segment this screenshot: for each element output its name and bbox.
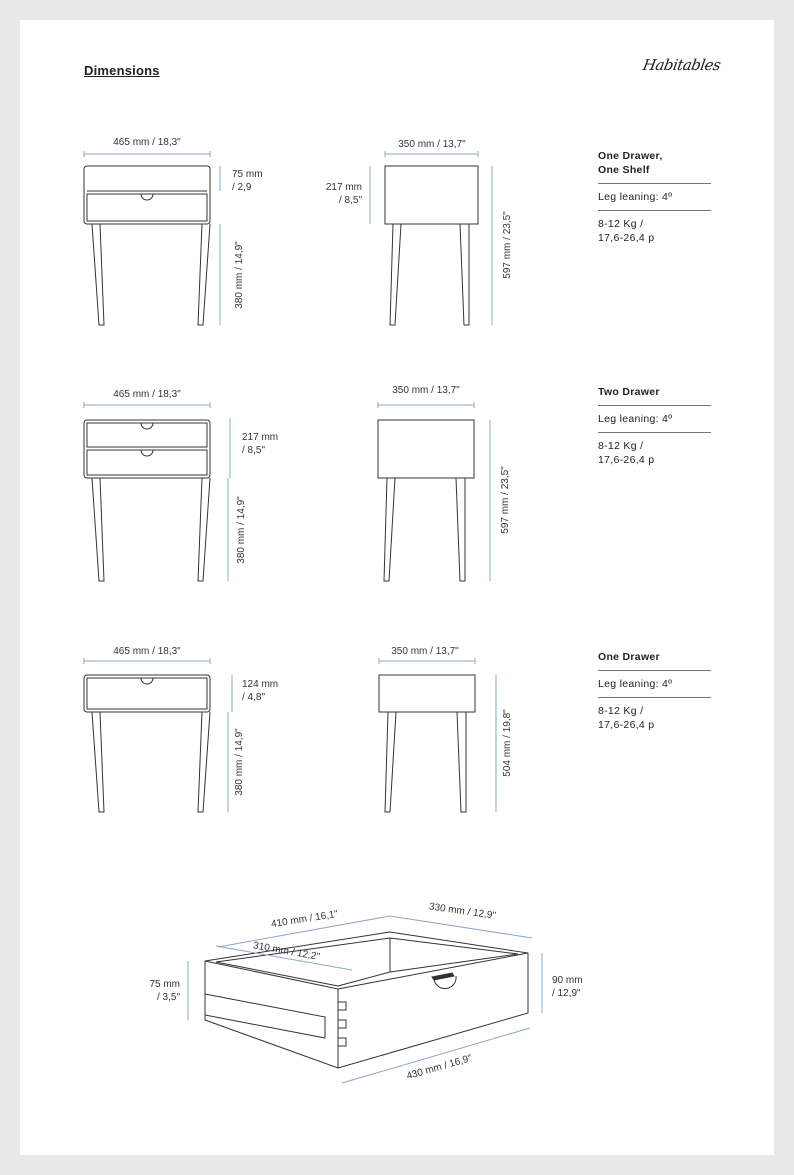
dim-side-total-1: 597 mm / 23,5"	[502, 211, 513, 279]
dim-side-total-2: 597 mm / 23,5"	[500, 466, 511, 534]
front-view-two-drawer	[84, 420, 210, 581]
dim-side-width-3: 350 mm / 13,7"	[391, 646, 459, 657]
spec-weight-lb: 17,6-26,4 p	[598, 232, 655, 244]
spec-heading-line-1: One Drawer	[598, 651, 660, 663]
dim-front-width-3: 465 mm / 18,3"	[113, 646, 181, 657]
spec-heading-line-1: One Drawer,	[598, 150, 663, 162]
dim-front-side-3a: 124 mm	[242, 679, 279, 690]
side-view-one-drawer	[379, 675, 475, 812]
spec-weight-kg: 8-12 Kg /	[598, 705, 644, 717]
dim-drawer-top-right: 330 mm / 12,9"	[428, 901, 497, 922]
spec-weight-lb: 17,6-26,4 p	[598, 719, 655, 731]
dim-side-width-1: 350 mm / 13,7"	[398, 139, 466, 150]
dim-drawer-left-a: 75 mm	[149, 979, 180, 990]
side-view-one-drawer-one-shelf	[385, 166, 478, 325]
dim-side-total-3: 504 mm / 19,8"	[502, 709, 513, 777]
dim-drawer-inner: 310 mm / 12,2"	[252, 940, 321, 963]
dim-front-width-1: 465 mm / 18,3"	[113, 137, 181, 148]
front-view-one-drawer-one-shelf	[84, 166, 210, 325]
front-view-one-drawer	[84, 675, 210, 812]
spec-heading	[598, 650, 711, 671]
spec-weight-kg: 8-12 Kg /	[598, 218, 644, 230]
spec-sheet	[20, 20, 774, 1155]
dim-front-legs-3: 380 mm / 14,9"	[234, 728, 245, 796]
dim-side-box-1b: / 8,5"	[338, 195, 362, 206]
spec-heading-line-2: One Shelf	[598, 164, 650, 176]
spec-weight	[598, 698, 711, 738]
spec-heading-line-1: Two Drawer	[598, 386, 660, 398]
spec-heading	[598, 385, 711, 406]
dim-side-box-1a: 217 mm	[325, 182, 362, 193]
spec-heading	[598, 149, 711, 184]
dim-drawer-left-b: / 3,5"	[156, 992, 180, 1003]
dim-front-legs-2: 380 mm / 14,9"	[236, 496, 247, 564]
dim-front-legs-1: 380 mm / 14,9"	[234, 241, 245, 309]
dim-drawer-right-b: / 12,9"	[552, 988, 581, 999]
spec-leg-leaning: Leg leaning: 4º	[598, 184, 711, 211]
dim-front-width-2: 465 mm / 18,3"	[113, 389, 181, 400]
spec-panel-one-drawer-one-shelf	[598, 149, 711, 251]
dim-front-side-3b: / 4,8"	[242, 692, 266, 703]
dim-drawer-bottom: 430 mm / 16,9"	[405, 1053, 474, 1083]
spec-weight	[598, 433, 711, 473]
dimension-lines	[84, 151, 542, 1083]
dim-front-side-1a: 75 mm	[232, 169, 263, 180]
dim-side-width-2: 350 mm / 13,7"	[392, 385, 460, 396]
spec-weight-lb: 17,6-26,4 p	[598, 454, 655, 466]
spec-panel-one-drawer	[598, 650, 711, 738]
spec-leg-leaning: Leg leaning: 4º	[598, 671, 711, 698]
side-view-two-drawer	[378, 420, 474, 581]
dim-front-side-2a: 217 mm	[242, 432, 279, 443]
spec-weight	[598, 211, 711, 251]
dim-drawer-top-left: 410 mm / 16,1"	[270, 908, 339, 931]
spec-panel-two-drawer	[598, 385, 711, 473]
dim-front-side-1b: / 2,9	[232, 182, 252, 193]
spec-weight-kg: 8-12 Kg /	[598, 440, 644, 452]
page-title: Dimensions	[84, 63, 160, 78]
dim-drawer-right-a: 90 mm	[552, 975, 583, 986]
spec-leg-leaning: Leg leaning: 4º	[598, 406, 711, 433]
dim-front-side-2b: / 8,5"	[242, 445, 266, 456]
brand-logo: Habitables	[641, 56, 722, 74]
